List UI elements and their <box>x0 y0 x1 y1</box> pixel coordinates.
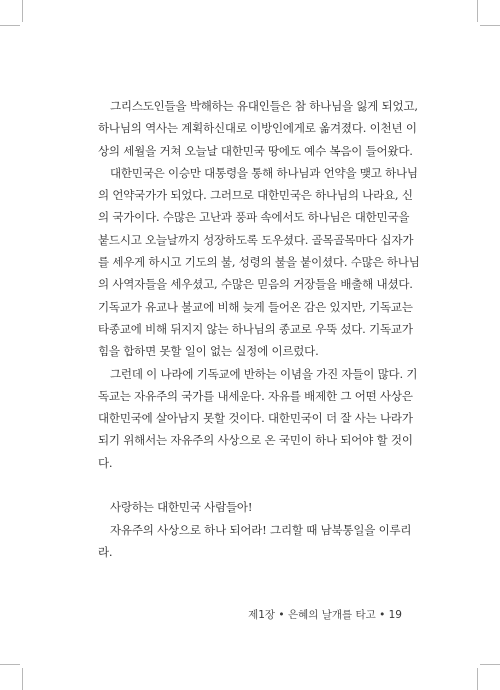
crop-mark-bottom-left-v <box>22 668 23 690</box>
body-line: 라. <box>98 544 113 559</box>
crop-mark-top-right-v <box>477 0 478 22</box>
body-line: 상의 세월을 거쳐 오늘날 대한민국 땅에도 예수 복음이 들어왔다. <box>98 143 413 158</box>
body-line: 붙드시고 오늘날까지 성장하도록 도우셨다. 골목골목마다 십자가 <box>98 232 414 247</box>
crop-mark-top-left-h <box>0 25 20 26</box>
crop-mark-bottom-right-v <box>477 668 478 690</box>
body-line: 기독교가 유교나 불교에 비해 늦게 들어온 감은 있지만, 기독교는 <box>98 299 413 314</box>
crop-mark-top-left-v <box>22 0 23 22</box>
paragraph-spacer <box>98 474 402 496</box>
body-line: 의 언약국가가 되었다. 그러므로 대한민국은 하나님의 나라요, 신 <box>98 188 413 203</box>
body-line: 사랑하는 대한민국 사람들아! <box>110 500 253 515</box>
page-body-text <box>98 95 420 563</box>
body-line: 대한민국에 살아남지 못할 것이다. 대한민국이 더 잘 사는 나라가 <box>98 411 413 426</box>
crop-mark-bottom-right-h <box>480 664 500 665</box>
body-line: 그런데 이 나라에 기독교에 반하는 이념을 가진 자들이 많다. 기 <box>110 366 418 381</box>
body-line: 의 국가이다. 수많은 고난과 풍파 속에서도 하나님은 대한민국을 <box>98 210 410 225</box>
body-line: 타종교에 비해 뒤지지 않는 하나님의 종교로 우뚝 섰다. 기독교가 <box>98 321 413 336</box>
page-footer-running-head: 제1장 • 은혜의 날개를 타고 • 19 <box>248 609 402 621</box>
body-line: 의 사역자들을 세우셨고, 수많은 믿음의 거장들을 배출해 내셨다. <box>98 277 413 292</box>
crop-mark-top-right-h <box>480 25 500 26</box>
body-line: 독교는 자유주의 국가를 내세운다. 자유를 배제한 그 어떤 사상은 <box>98 388 413 403</box>
body-line: 힘을 합하면 못할 일이 없는 실정에 이르렀다. <box>98 344 319 359</box>
body-line: 되기 위해서는 자유주의 사상으로 온 국민이 하나 되어야 할 것이 <box>98 433 413 448</box>
crop-mark-bottom-left-h <box>0 664 20 665</box>
body-line: 를 세우게 하시고 기도의 불, 성령의 불을 붙이셨다. 수많은 하나님 <box>98 255 420 270</box>
body-line: 하나님의 역사는 계획하신대로 이방인에게로 옮겨졌다. 이천년 이 <box>98 121 417 136</box>
body-line: 다. <box>98 455 113 470</box>
body-line: 자유주의 사상으로 하나 되어라! 그리할 때 남북통일을 이루리 <box>110 522 412 537</box>
body-line: 대한민국은 이승만 대통령을 통해 하나님과 언약을 맺고 하나님 <box>110 165 418 180</box>
body-line: 그리스도인들을 박해하는 유대인들은 참 하나님을 잃게 되었고, <box>110 99 418 113</box>
